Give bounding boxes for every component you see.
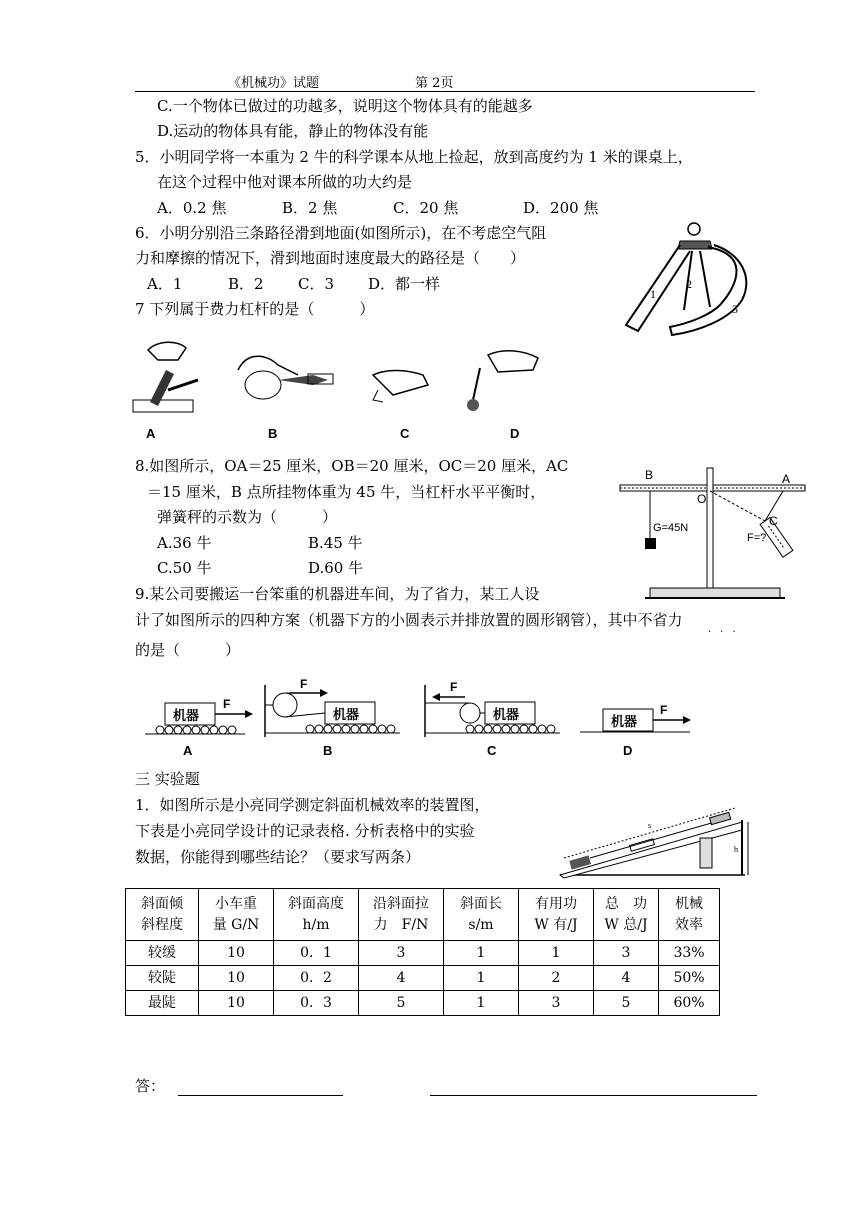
- scheme-a-machine-label: 机器: [173, 709, 200, 724]
- table-cell: 1: [444, 991, 519, 1016]
- scheme-d-label: D: [623, 743, 633, 758]
- scheme-c-force-label: F: [450, 680, 458, 694]
- table-cell: 5: [594, 991, 659, 1016]
- q6-option-a: A．1: [147, 275, 183, 293]
- table-cell: 10: [199, 991, 274, 1016]
- table-cell: 4: [359, 966, 444, 991]
- scheme-b: [265, 677, 400, 758]
- q7-text: 7 下列属于费力杠杆的是（ ）: [135, 300, 375, 318]
- table-cell: 10: [199, 941, 274, 966]
- table-row: [126, 941, 720, 966]
- slide-path-3-label: 3: [732, 302, 738, 316]
- scheme-b-force-label: F: [300, 677, 308, 691]
- table-cell: 较缓: [126, 941, 199, 966]
- incline-height-label: h: [734, 845, 738, 854]
- lever-point-o: O: [697, 492, 707, 506]
- table-cell: 5: [359, 991, 444, 1016]
- lever-label-d: D: [510, 426, 520, 441]
- table-header-cell: 沿斜面拉 力 F/N: [359, 889, 444, 941]
- lever-tools-figure: [128, 330, 558, 445]
- table-header-cell: 斜面长 s/m: [444, 889, 519, 941]
- lever-point-c: C: [769, 514, 778, 528]
- lever-point-b: B: [645, 468, 654, 482]
- table-cell: 0．2: [274, 966, 359, 991]
- lever-label-c: C: [400, 426, 410, 441]
- table-cell: 1: [444, 941, 519, 966]
- q8-text-line3: 弹簧秤的示数为（ ）: [157, 508, 338, 526]
- table-header-cell: 小车重 量 G/N: [199, 889, 274, 941]
- scheme-c-machine-label: 机器: [493, 708, 520, 723]
- scheme-c: [425, 680, 560, 758]
- machine-schemes-figure: [135, 675, 695, 765]
- scheme-b-label: B: [323, 743, 333, 758]
- lever-weight-label: G=45N: [653, 522, 689, 534]
- lever-label-b: B: [268, 426, 278, 441]
- answer-line-1[interactable]: [178, 1095, 343, 1096]
- scheme-c-label: C: [487, 743, 497, 758]
- scheme-d: [580, 703, 691, 758]
- table-cell: 最陡: [126, 991, 199, 1016]
- section3-line3: 数据，你能得到哪些结论？（要求写两条）: [135, 848, 421, 866]
- q5-option-a: A．0.2 焦: [157, 199, 227, 217]
- table-header-row: [126, 889, 720, 941]
- table-header-cell: 总 功 W 总/J: [594, 889, 659, 941]
- record-table: [125, 888, 720, 1016]
- table-cell: 2: [519, 966, 594, 991]
- q5-text-line2: 在这个过程中他对课本所做的功大约是: [157, 173, 413, 191]
- q6-text-line2: 力和摩擦的情况下，滑到地面时速度最大的路径是（ ）: [135, 249, 526, 267]
- table-cell: 1: [444, 966, 519, 991]
- table-cell: 4: [594, 966, 659, 991]
- incline-figure: [550, 800, 755, 882]
- q8-option-c: C.50 牛: [157, 559, 212, 577]
- table-cell: 50%: [659, 966, 720, 991]
- q5-option-c: C．20 焦: [393, 199, 459, 217]
- slide-path-1-label: 1: [650, 287, 656, 301]
- scheme-b-machine-label: 机器: [333, 708, 360, 723]
- q6-option-c: C．3: [298, 275, 335, 293]
- q5-option-d: D．200 焦: [523, 199, 599, 217]
- q8-text-line1: 8.如图所示，OA＝25 厘米，OB＝20 厘米，OC＝20 厘米，AC: [135, 457, 569, 475]
- q9-text-line1: 9.某公司要搬运一台笨重的机器进车间，为了省力，某工人设: [135, 585, 540, 603]
- q6-text-line1: 6．小明分别沿三条路径滑到地面(如图所示)，在不考虑空气阻: [135, 224, 547, 242]
- slide-figure: [620, 215, 750, 340]
- incline-length-label: s: [648, 821, 652, 830]
- table-header-cell: 机械 效率: [659, 889, 720, 941]
- table-cell: 1: [519, 941, 594, 966]
- q9-text-line2: 计了如图所示的四种方案（机器下方的小圆表示并排放置的圆形钢管），其中不省力: [135, 611, 683, 629]
- header-rule: [135, 91, 755, 92]
- table-row: [126, 991, 720, 1016]
- table-header-cell: 有用功 W 有/J: [519, 889, 594, 941]
- table-cell: 3: [594, 941, 659, 966]
- table-cell: 0．1: [274, 941, 359, 966]
- page-number: 第 2页: [415, 76, 454, 91]
- table-cell: 0．3: [274, 991, 359, 1016]
- q4-option-c: C.一个物体已做过的功越多，说明这个物体具有的能越多: [157, 97, 533, 115]
- answer-label: 答：: [135, 1077, 166, 1095]
- q8-text-line2: ＝15 厘米，B 点所挂物体重为 45 牛，当杠杆水平平衡时，: [147, 483, 546, 501]
- section3-title: 三 实验题: [135, 770, 200, 788]
- scheme-d-machine-label: 机器: [611, 715, 638, 730]
- q6-option-b: B．2: [228, 275, 264, 293]
- table-header-cell: 斜面高度 h/m: [274, 889, 359, 941]
- q4-option-d: D.运动的物体具有能，静止的物体没有能: [157, 122, 429, 140]
- q8-option-d: D.60 牛: [308, 559, 364, 577]
- table-row: [126, 966, 720, 991]
- slide-path-2-label: 2: [686, 277, 692, 291]
- table-cell: 33%: [659, 941, 720, 966]
- q8-option-b: B.45 牛: [308, 534, 363, 552]
- lever-force-label: F=?: [747, 532, 767, 544]
- emphasis-dots: ···: [708, 627, 745, 638]
- table-cell: 10: [199, 966, 274, 991]
- answer-line-2[interactable]: [430, 1095, 757, 1096]
- lever-label-a: A: [146, 426, 156, 441]
- lever-point-a: A: [782, 472, 791, 486]
- lever-balance-figure: [615, 463, 810, 608]
- q6-option-d: D．都一样: [368, 275, 441, 293]
- table-cell: 3: [519, 991, 594, 1016]
- scheme-a-force-label: F: [223, 697, 231, 711]
- scheme-a: [145, 697, 253, 758]
- scheme-d-force-label: F: [660, 703, 668, 717]
- q9-text-line3: 的是（ ）: [135, 641, 241, 659]
- section3-line2: 下表是小亮同学设计的记录表格. 分析表格中的实验: [135, 822, 475, 840]
- table-cell: 3: [359, 941, 444, 966]
- table-header-cell: 斜面倾 斜程度: [126, 889, 199, 941]
- table-cell: 60%: [659, 991, 720, 1016]
- header-title: 《机械功》试题: [228, 76, 320, 91]
- section3-line1: 1．如图所示是小亮同学测定斜面机械效率的装置图，: [135, 796, 490, 814]
- table-cell: 较陡: [126, 966, 199, 991]
- q5-text-line1: 5．小明同学将一本重为 2 牛的科学课本从地上捡起，放到高度约为 1 米的课桌上，: [135, 148, 693, 166]
- q8-option-a: A.36 牛: [157, 534, 212, 552]
- q5-option-b: B．2 焦: [282, 199, 338, 217]
- scheme-a-label: A: [183, 743, 193, 758]
